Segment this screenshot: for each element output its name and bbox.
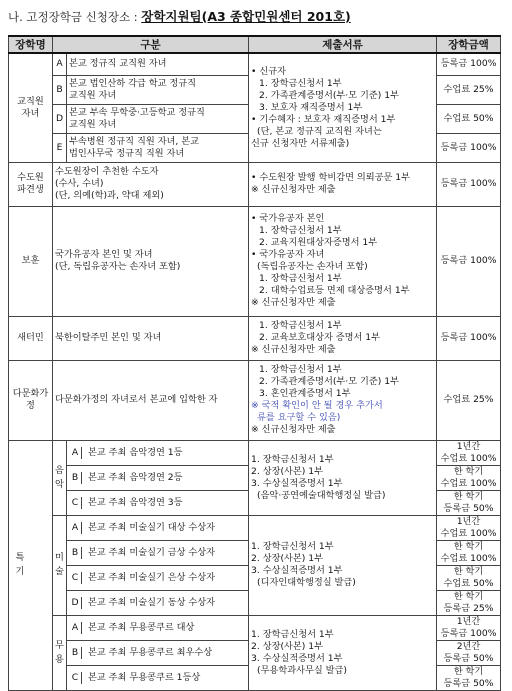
defector-docs: 1. 장학금신청서 1부 2. 교육보호대상자 증명서 1부 ※ 신규신청자만 제출 <box>249 316 437 360</box>
row-amount: 수업료 50% <box>437 104 501 133</box>
monk-name: 수도원 파견생 <box>9 162 53 206</box>
row-code: A <box>53 53 67 75</box>
row-amount: 1년간 수업료 100% <box>437 440 501 465</box>
notice-text: ※ 국적 확인이 안 될 경우 추가서 <box>251 400 383 411</box>
table-row <box>9 53 501 75</box>
row-category: A 본교 주최 무용콩쿠르 대상 <box>67 615 249 640</box>
defector-name: 새터민 <box>9 316 53 360</box>
row-category: A 본교 주최 미술실기 대상 수상자 <box>67 515 249 540</box>
special-music-label: 음 악 <box>53 440 67 515</box>
table-row <box>9 316 501 360</box>
row-code: E <box>53 133 67 162</box>
table-row <box>9 440 501 465</box>
multicultural-amount: 수업료 25% <box>437 360 501 440</box>
row-amount: 1년간 수업료 100% <box>437 515 501 540</box>
section-heading <box>8 6 351 28</box>
row-category: 본교 법인산하 각급 학교 정규직 교직원 자녀 <box>67 75 249 104</box>
row-amount: 한 학기 등록금 50% <box>437 665 501 690</box>
veteran-amount: 등록금 100% <box>437 206 501 316</box>
multicultural-name: 다문화가정 <box>9 360 53 440</box>
row-category: C 본교 주최 음악경연 3등 <box>67 490 249 515</box>
special-art-label: 미 술 <box>53 515 67 615</box>
header-name: 장학명 <box>9 36 53 53</box>
row-category: B 본교 주최 미술실기 금상 수상자 <box>67 540 249 565</box>
row-category: B 본교 주최 무용콩쿠르 최우수상 <box>67 640 249 665</box>
row-amount: 등록금 100% <box>437 53 501 75</box>
row-category: A 본교 주최 음악경연 1등 <box>67 440 249 465</box>
staff-name: 교직원 자녀 <box>9 53 53 162</box>
heading-place: 장학지원팀(A3 종합민원센터 201호) <box>141 9 351 24</box>
monk-category: 수도원장이 추천한 수도자 (수사, 수녀) (단, 의예(학)과, 약대 제외) <box>53 162 249 206</box>
multicultural-category: 다문화가정의 자녀로서 본교에 입학한 자 <box>53 360 249 440</box>
table-header-row <box>9 36 501 53</box>
row-category: D 본교 주최 미술실기 동상 수상자 <box>67 590 249 615</box>
table-row <box>9 615 501 640</box>
special-dance-label: 무 용 <box>53 615 67 690</box>
multicultural-docs: 1. 장학금신청서 1부 2. 가족관계증명서(부·모 기준) 1부 3. 혼인관계증명서 1부 ※ 국적 확인이 안 될 경우 추가서 류를 요구할 수 있음) ※ 신규신청자만 제출 <box>249 360 437 440</box>
notice-text: 류를 요구할 수 있음) <box>257 412 341 423</box>
row-category: 본교 부속 무학중·고등학교 정규직 교직원 자녀 <box>67 104 249 133</box>
monk-docs: • 수도원장 발행 학비감면 의뢰공문 1부 ※ 신규신청자만 제출 <box>249 162 437 206</box>
music-docs: 1. 장학금신청서 1부 2. 상장(사본) 1부 3. 수상실적증명서 1부 (음악·공연예술대학행정실 발급) <box>249 440 437 515</box>
heading-lead: 나. 고정장학금 신청장소 : <box>8 10 142 24</box>
row-amount: 한 학기 수업료 100% <box>437 465 501 490</box>
veteran-docs: • 국가유공자 본인 1. 장학금신청서 1부 2. 교육지원대상자증명서 1부 • 국가유공자 자녀 (독립유공자는 손자녀 포함) 1. 장학금신청서 1부 2. 대학수업료등 면제 대상증명서 1부 ※ 신규신청자만 제출 <box>249 206 437 316</box>
header-amount: 장학금액 <box>437 36 501 53</box>
row-amount: 한 학기 수업료 50% <box>437 565 501 590</box>
defector-amount: 등록금 100% <box>437 316 501 360</box>
row-amount: 한 학기 등록금 50% <box>437 490 501 515</box>
staff-docs: • 신규자 1. 장학금신청서 1부 2. 가족관계증명서(부·모 기준) 1부 3. 보호자 재직증명서 1부 • 기수혜자 : 보호자 재직증명서 1부 (단, 본교 정규직 교직원 자녀는 신규 신청자만 서류제출) <box>249 53 437 162</box>
row-amount: 한 학기 등록금 25% <box>437 590 501 615</box>
monk-amount: 등록금 100% <box>437 162 501 206</box>
row-code: B <box>53 75 67 104</box>
row-amount: 2년간 등록금 50% <box>437 640 501 665</box>
row-amount: 1년간 등록금 100% <box>437 615 501 640</box>
special-name: 특 기 <box>9 440 53 690</box>
scholarship-table <box>8 35 501 691</box>
row-amount: 수업료 25% <box>437 75 501 104</box>
row-category: C 본교 주최 무용콩쿠르 1등상 <box>67 665 249 690</box>
row-category: B 본교 주최 음악경연 2등 <box>67 465 249 490</box>
header-docs: 제출서류 <box>249 36 437 53</box>
defector-category: 북한이탈주민 본인 및 자녀 <box>53 316 249 360</box>
row-category: 부속병원 정규직 직원 자녀, 본교 법인사무국 정규직 직원 자녀 <box>67 133 249 162</box>
row-category: C 본교 주최 미술실기 은상 수상자 <box>67 565 249 590</box>
veteran-name: 보훈 <box>9 206 53 316</box>
row-code: D <box>53 104 67 133</box>
dance-docs: 1. 장학금신청서 1부 2. 상장(사본) 1부 3. 수상실적증명서 1부 (무용학과사무실 발급) <box>249 615 437 690</box>
table-row <box>9 162 501 206</box>
row-amount: 등록금 100% <box>437 133 501 162</box>
art-docs: 1. 장학금신청서 1부 2. 상장(사본) 1부 3. 수상실적증명서 1부 (디자인대학행정실 발급) <box>249 515 437 615</box>
row-amount: 한 학기 수업료 100% <box>437 540 501 565</box>
header-category: 구분 <box>53 36 249 53</box>
table-row <box>9 360 501 440</box>
row-category: 본교 정규직 교직원 자녀 <box>67 53 249 75</box>
table-row <box>9 515 501 540</box>
table-row <box>9 206 501 316</box>
veteran-category: 국가유공자 본인 및 자녀 (단, 독립유공자는 손자녀 포함) <box>53 206 249 316</box>
